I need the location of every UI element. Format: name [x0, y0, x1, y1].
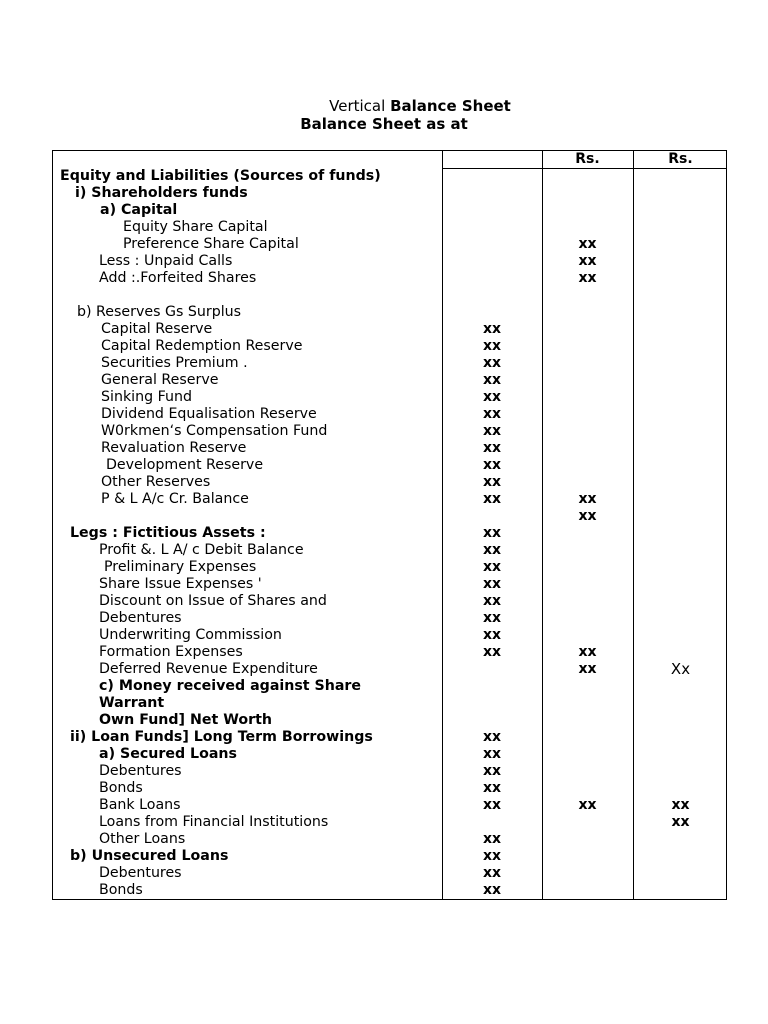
row-label: Add :.Forfeited Shares	[99, 270, 257, 286]
row-value-c1: xx	[482, 865, 502, 881]
row-label: Less : Unpaid Calls	[99, 253, 233, 269]
row-label: Underwriting Commission	[99, 627, 282, 643]
table-row	[53, 406, 726, 423]
row-label: Bonds	[99, 882, 143, 898]
table-row	[53, 270, 726, 287]
row-value-c3: Xx	[670, 660, 691, 678]
row-value-c1: xx	[482, 831, 502, 847]
row-label: Debentures	[99, 763, 182, 779]
table-row	[53, 831, 726, 848]
row-label: Equity Share Capital	[123, 219, 268, 235]
row-value-c1: xx	[482, 423, 502, 439]
table-row	[53, 882, 726, 899]
row-value-c2: xx	[578, 644, 597, 660]
header-col2: Rs.	[575, 151, 600, 167]
row-label: Debentures	[99, 610, 182, 626]
row-value-c1: xx	[482, 559, 502, 575]
row-label: Bonds	[99, 780, 143, 796]
row-value-c1: xx	[482, 389, 502, 405]
row-value-c1: xx	[482, 474, 502, 490]
row-value-c2: xx	[578, 661, 597, 677]
row-value-c1: xx	[482, 593, 502, 609]
table-row	[53, 219, 726, 236]
row-value-c1: xx	[482, 763, 502, 779]
row-value-c1: xx	[482, 440, 502, 456]
table-row	[53, 542, 726, 559]
row-value-c2: xx	[578, 270, 597, 286]
row-label: Legs : Fictitious Assets :	[70, 525, 266, 541]
row-label: Preliminary Expenses	[104, 559, 257, 575]
row-value-c1: xx	[482, 576, 502, 592]
row-label: Development Reserve	[106, 457, 264, 473]
row-label: Profit &. L A/ c Debit Balance	[99, 542, 304, 558]
row-value-c2: xx	[578, 491, 597, 507]
table-row	[53, 185, 726, 202]
row-label: Capital Reserve	[101, 321, 213, 337]
table-row	[53, 780, 726, 797]
table-row	[53, 168, 726, 185]
table-row	[53, 457, 726, 474]
row-value-c2: xx	[578, 253, 597, 269]
table-row	[53, 287, 726, 304]
table-row	[53, 729, 726, 746]
row-value-c2: xx	[578, 508, 597, 524]
table-row	[53, 814, 726, 831]
row-value-c1: xx	[482, 627, 502, 643]
row-label: Warrant	[99, 695, 165, 711]
row-label: Other Loans	[99, 831, 186, 847]
row-value-c1: xx	[482, 542, 502, 558]
table-row	[53, 253, 726, 270]
row-value-c1: xx	[482, 372, 502, 388]
table-row	[53, 610, 726, 627]
row-label: Equity and Liabilities (Sources of funds)	[60, 168, 381, 184]
table-row	[53, 627, 726, 644]
row-value-c1: xx	[482, 797, 502, 813]
table-row	[53, 797, 726, 814]
row-label: a) Capital	[100, 202, 178, 218]
table-row	[53, 746, 726, 763]
table-row	[53, 474, 726, 491]
row-value-c1: xx	[482, 321, 502, 337]
row-label: b) Reserves Gs Surplus	[77, 304, 242, 320]
table-row	[53, 848, 726, 865]
row-value-c1: xx	[482, 746, 502, 762]
row-label: Bank Loans	[99, 797, 181, 813]
row-value-c2: xx	[578, 236, 597, 252]
row-label: Deferred Revenue Expenditure	[99, 661, 318, 677]
row-label: Preference Share Capital	[123, 236, 299, 252]
table-row	[53, 508, 726, 525]
header-col1	[442, 151, 542, 168]
row-value-c1: xx	[482, 338, 502, 354]
table-row	[53, 712, 726, 729]
title-bold: Balance Sheet	[390, 97, 511, 115]
row-label: General Reserve	[101, 372, 219, 388]
row-label: Revaluation Reserve	[101, 440, 247, 456]
row-value-c1: xx	[482, 457, 502, 473]
balance-sheet-table	[52, 150, 727, 900]
title-plain: Vertical	[329, 97, 386, 115]
table-row	[53, 678, 726, 695]
row-label: Formation Expenses	[99, 644, 243, 660]
row-label: W0rkmen‘s Compensation Fund	[101, 423, 328, 439]
row-value-c1: xx	[482, 406, 502, 422]
row-label: Securities Premium .	[101, 355, 248, 371]
table-row	[53, 389, 726, 406]
row-label: P & L A/c Cr. Balance	[101, 491, 249, 507]
row-value-c1: xx	[482, 355, 502, 371]
table-row	[53, 525, 726, 542]
row-value-c3: xx	[671, 797, 690, 813]
row-label: i) Shareholders funds	[75, 185, 248, 201]
row-label: Loans from Financial Institutions	[99, 814, 329, 830]
header-col3: Rs.	[668, 151, 693, 167]
page-subtitle: Balance Sheet as at	[300, 115, 468, 133]
table-row	[53, 865, 726, 882]
row-label: c) Money received against Share	[99, 678, 362, 694]
row-label: b) Unsecured Loans	[70, 848, 229, 864]
table-row	[53, 423, 726, 440]
row-value-c3: xx	[671, 814, 690, 830]
table-row	[53, 304, 726, 321]
row-value-c1: xx	[482, 848, 502, 864]
table-row	[53, 695, 726, 712]
row-value-c1: xx	[482, 610, 502, 626]
row-label: Share Issue Expenses '	[99, 576, 262, 592]
table-row	[53, 559, 726, 576]
row-label: Debentures	[99, 865, 182, 881]
table-row	[53, 202, 726, 219]
row-value-c1: xx	[482, 525, 502, 541]
row-label: Capital Redemption Reserve	[101, 338, 303, 354]
table-row	[53, 372, 726, 389]
table-row	[53, 321, 726, 338]
row-value-c1: xx	[482, 491, 502, 507]
table-row	[53, 593, 726, 610]
row-value-c1: xx	[482, 729, 502, 745]
row-label: Dividend Equalisation Reserve	[101, 406, 317, 422]
table-row	[53, 661, 726, 678]
row-label: Own Fund] Net Worth	[99, 712, 272, 728]
row-value-c1: xx	[482, 780, 502, 796]
table-row	[53, 491, 726, 508]
table-row	[53, 338, 726, 355]
table-row	[53, 440, 726, 457]
page-title	[0, 96, 768, 116]
row-value-c1: xx	[482, 882, 502, 898]
row-label: a) Secured Loans	[99, 746, 237, 762]
row-value-c1: xx	[482, 644, 502, 660]
row-label: Sinking Fund	[101, 389, 192, 405]
row-value-c2: xx	[578, 797, 597, 813]
row-label: Other Reserves	[101, 474, 211, 490]
table-row	[53, 576, 726, 593]
table-row	[53, 763, 726, 780]
table-row	[53, 355, 726, 372]
table-row	[53, 236, 726, 253]
row-label: Discount on Issue of Shares and	[99, 593, 327, 609]
table-row	[53, 644, 726, 661]
row-label: ii) Loan Funds] Long Term Borrowings	[70, 729, 373, 745]
